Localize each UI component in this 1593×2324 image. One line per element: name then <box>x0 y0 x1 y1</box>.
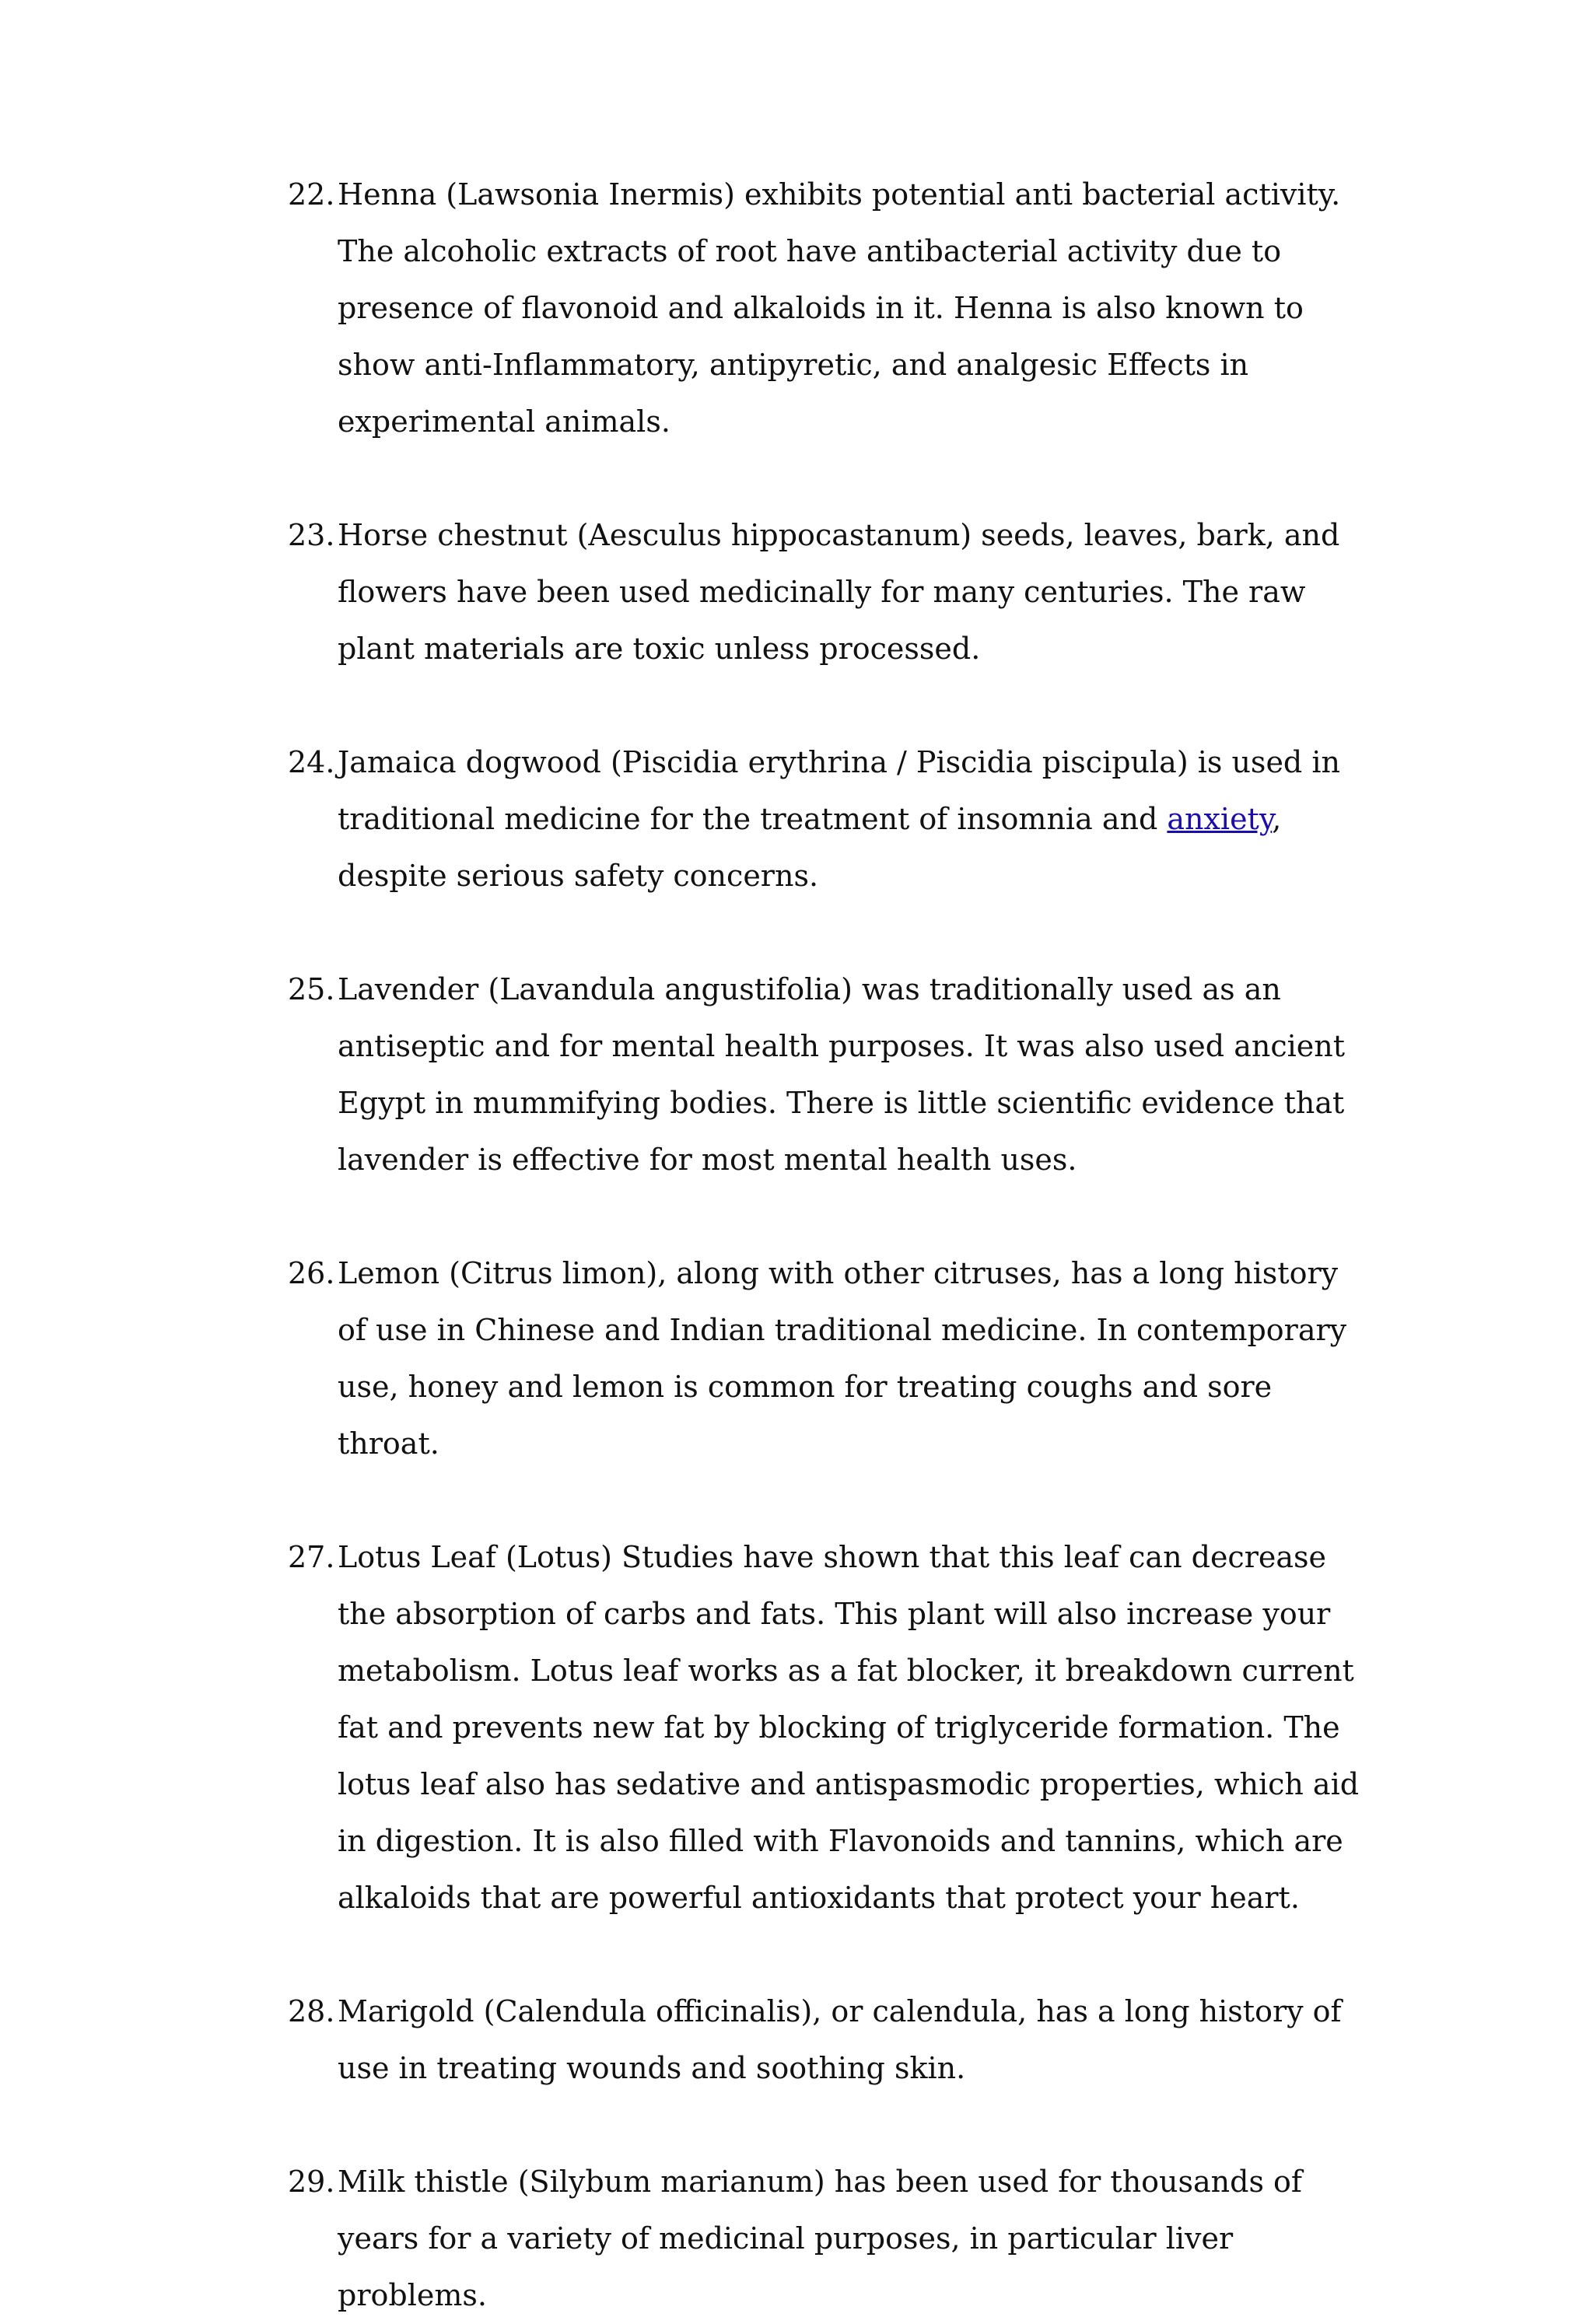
herb-list <box>288 166 1361 2324</box>
list-item <box>288 1529 1361 1927</box>
item-number: 23. <box>288 518 335 552</box>
list-item <box>288 734 1361 905</box>
item-number: 27. <box>288 1540 335 1574</box>
item-text-before-link: Jamaica dogwood (Piscidia erythrina / Piscidia piscipula) is used in traditional medicine for the treatment of insomnia and <box>338 745 1340 836</box>
item-text: Marigold (Calendula officinalis), or calendula, has a long history of use in treating wounds and soothing skin. <box>338 1994 1342 2085</box>
item-number: 28. <box>288 1994 335 2028</box>
item-number: 29. <box>288 2165 335 2199</box>
item-number: 26. <box>288 1256 335 1290</box>
item-number: 22. <box>288 177 335 212</box>
item-text: Lemon (Citrus limon), along with other citruses, has a long history of use in Chinese and Indian traditional medicine. In contemporary use, honey and lemon is common for treating coughs and sore throat. <box>338 1256 1347 1461</box>
list-item <box>288 1983 1361 2097</box>
item-text: Horse chestnut (Aesculus hippocastanum) seeds, leaves, bark, and flowers have been used medicinally for many centuries. The raw plant materials are toxic unless processed. <box>338 518 1340 666</box>
anxiety-link[interactable]: anxiety <box>1167 802 1273 836</box>
list-item <box>288 507 1361 677</box>
item-text-after-link: , despite serious safety concerns. <box>338 802 1282 893</box>
list-item <box>288 1245 1361 1472</box>
item-text: Lavender (Lavandula angustifolia) was traditionally used as an antiseptic and for mental health purposes. It was also used ancient Egypt in mummifying bodies. There is little scientific evidence that lavender is effective for most mental health uses. <box>338 972 1345 1177</box>
list-item <box>288 961 1361 1188</box>
item-number: 25. <box>288 972 335 1006</box>
item-text <box>338 745 1340 893</box>
list-item <box>288 2154 1361 2324</box>
item-text: Henna (Lawsonia Inermis) exhibits potential anti bacterial activity. The alcoholic extracts of root have antibacterial activity due to presence of flavonoid and alkaloids in it. Henna is also known to show anti-Inflammatory, antipyretic, and analgesic Effects in experimental animals. <box>338 177 1341 439</box>
list-item <box>288 166 1361 450</box>
item-text: Milk thistle (Silybum marianum) has been used for thousands of years for a variety of medicinal purposes, in particular liver problems. <box>338 2165 1302 2312</box>
item-text: Lotus Leaf (Lotus) Studies have shown that this leaf can decrease the absorption of carbs and fats. This plant will also increase your metabolism. Lotus leaf works as a fat blocker, it breakdown current fat and prevents new fat by blocking of triglyceride formation. The lotus leaf also has sedative and antispasmodic properties, which aid in digestion. It is also filled with Flavonoids and tannins, which are alkaloids that are powerful antioxidants that protect your heart. <box>338 1540 1360 1915</box>
item-number: 24. <box>288 745 335 779</box>
